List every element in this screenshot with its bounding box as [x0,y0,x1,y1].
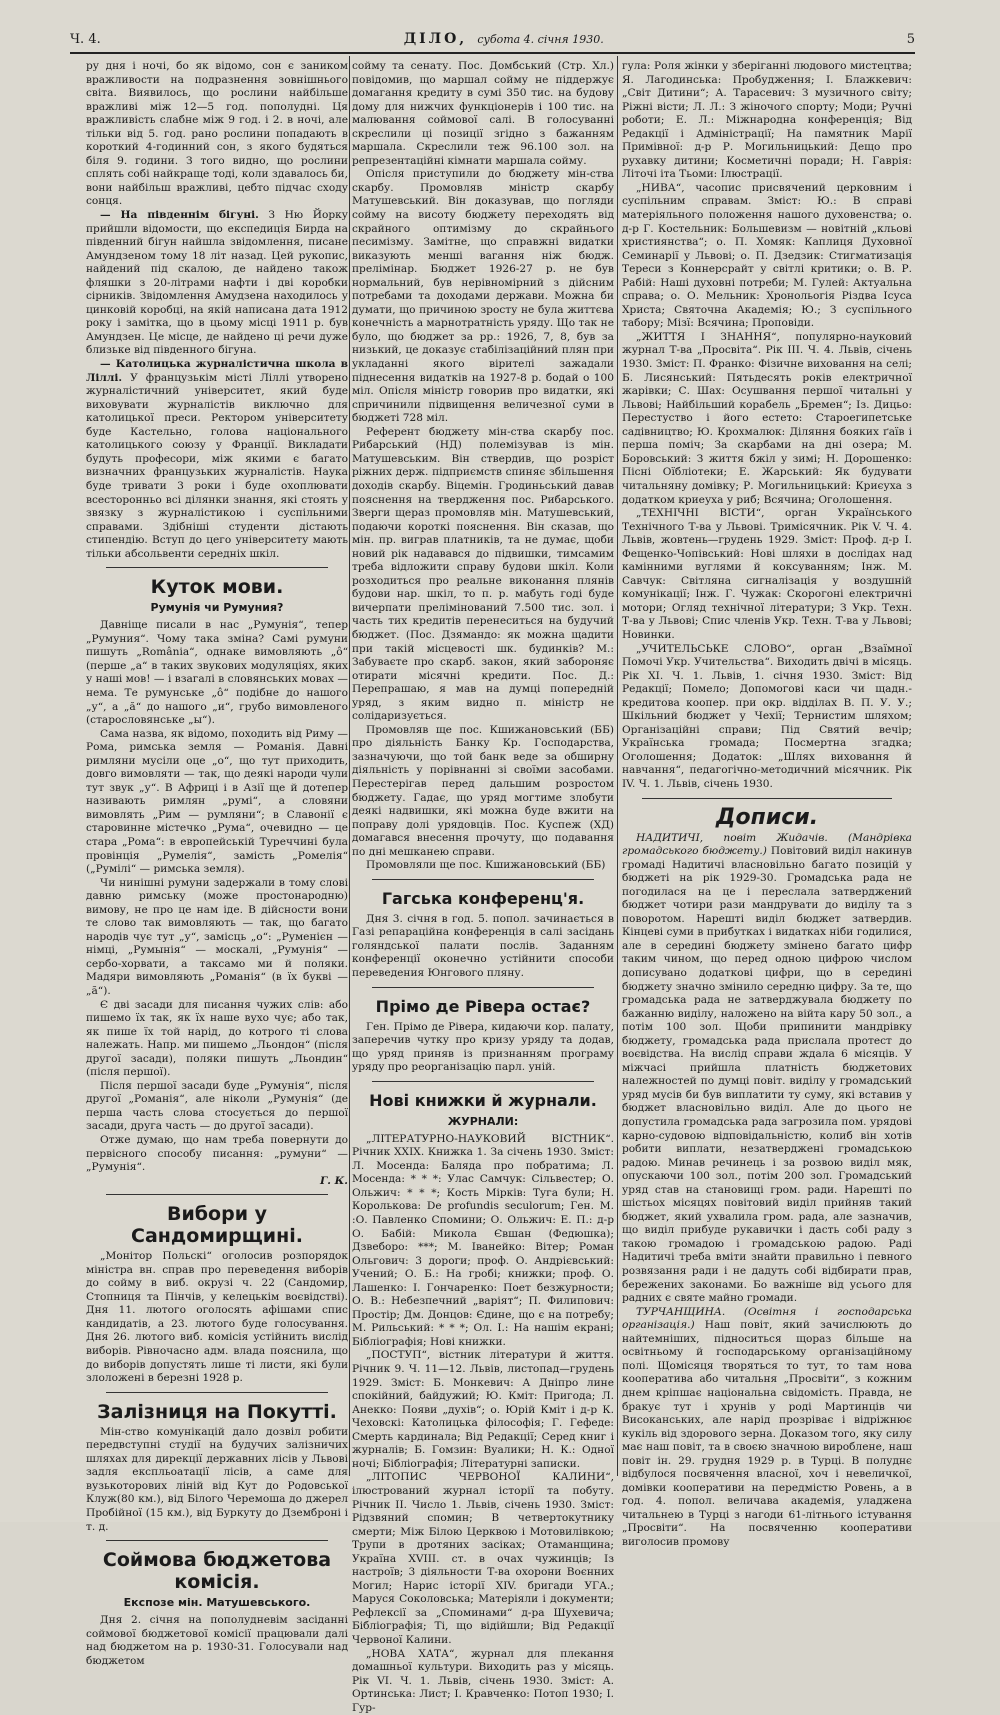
paragraph: Після першої засади буде „Румунія“, після другої „Романія“, але ніколи „Румунія“ (де перша часть слова стосується до першої засади, друга часть — до другої засади). [86,1079,348,1133]
paragraph: „Монітор Польскі“ оголосив розпорядок міністра вн. справ про переведення виборів до сойму в виб. окрузі ч. 22 (Сандомир, Стопниця та Пінчів, у келецькім воєвідстві). Дня 11. лютого оголосять афішами спис кандидатів, а 23. лютого буде голосування. Дня 26. лютого виб. комісія устійнить вислід виборів. Рівночасно адм. влада пояснила, що до виборів допустять лише ті листи, які були злоложені в березні 1928 р. [86,1250,348,1385]
headline-gaaga: Гагська конференц'я. [381,888,585,908]
headline-vybory: Вибори у Сандомирщині. [131,1203,303,1248]
headline-zaliznytsia: Залізниця на Покутті. [97,1400,337,1423]
headline-primo: Прімо де Рівера остає? [375,996,591,1016]
paragraph: Промовляв ще пос. Кшижановський (ББ) про діяльність Банку Кр. Господарства, зазначуючи, що той банк веде за обширну діяльність у порівнанні зі своїми засобами. Перестерігав перед дальшим розростом бюджету. Гадає, що уряд могтиме злобути деякі надвишки, які можна буде вжити на поправу долі урядовців. Пос. Куспеж (ХД) домагався внесення прочуту, що подавання по дні мешканею справи. [352,723,614,858]
article-continued-text: ру дня і ночі, бо як відомо, сон є заником вражливости на подразнення зовнішнього світа. Виявилось, що рослини найбільше вражливі між 12—5 год. пополудні. Ця вражливість слабне між 9 год. і 2. в ночі, але тільки від 5. год. рано рослини попадають в короткий 4-годинний сон, з якого будяться біля 9. години. З того видно, що рослини сплять собі найкраще тоді, коли здавалось би, вони найбільш вражливі, цебто підчас сходу сонця. [86,60,348,208]
headline-knyzhky: Нові книжки й журнали. [369,1090,597,1110]
issue-date: субота 4. січня 1930. [477,33,604,46]
column-1 [86,60,348,1667]
page-header [70,28,915,50]
paragraph: гула: Роля жінки у зберіганні людового мистецтва; Я. Лагодинська: Пробудження; І. Блажкевич: „Світ Дитини“; А. Тарасевич: З музичного світу; Ріжні вісти; Л. Л.: З жіночого спорту; Моди; Ручні роботи; Е. Л.: Міжнародна конференція; Від Редакції і Адміністрації; На памятник Марії Примівної: д-р Р. Могильницький: Дещо про рухавку дитини; Косметичні поради; Н. Гаврія: Літочі іта Тьоми: Ілюстрації. [622,60,912,181]
news-item-lille-school: — Католицька журналістична школа в Ліллі. У французькім місті Ліллі утворено журналістичний університет, який буде виховувати журналістів виключно для католицької преси. Ректором університету буде Кастельно, голова національного католицького союзу у Франції. Викладати будуть професори, між якими є багато визначних французьких журналістів. Наука буде тривати 3 роки і буде охоплювати всесторонньо всі ділянки знання, які стоять у звязку з журналістикою і суспільними справами. Здібніші студенти дістають стипендію. Вступ до цего університету мають тільки абсольвенти середніх шкіл. [86,358,348,560]
divider [106,567,328,568]
headline-kutok-movy: Куток мови. [150,576,284,599]
report-turchanshchyna: ТУРЧАНЩИНА. (Освітня і господарська організація.) Наш повіт, який зачислюють до найтемніших, підноситься щораз більше на освітньому й господарському організаційному полі. Щомісяця творяться то тут, то там нова кооператива або читальня „Просвіти“, з кожним днем кріпшає національна свідомість. Правда, не бракує тут і хрунів у роді Мартинців чи Високанських, але нарід прозріває і відріжнює кукіль від здорового зерна. Доказом того, яку силу має наш повіт, та в своєю значною вироблене, наш повіт ін. 29. грудня 1929 р. в Турці. В полуднє відбулося посвячення власної, хоч і невеличкої, домівки кооперативи на передмістю Ровень, а в год. 4. попол. величава академія, уладжена читальнею в Турці з нагоди 61-літнього істування „Просвіти“. На посвяченню кооперативи виголосив промову [622,1305,912,1548]
subheadline: ЖУРНАЛИ: [447,1114,519,1128]
column-divider [349,56,350,1476]
newspaper-title: ДІЛО, [403,31,468,47]
paragraph: Чи нинішні румуни задержали в тому слові давню римську (може простонародню) вимову, не про це нам іде. В дійсности вони те слово так вимовляють — так, що багато народів чує тут „у“, замісць „о“: „Руменієн — німці, „Румынія“ — москалі, „Румунія“ — сербо-хорвати, а таксамо ми й поляки. Мадяри вимовляють „Романія“ (в їх букві — „ã“). [86,876,348,997]
issue-number: Ч. 4. [70,31,101,47]
news-item-south-pole: — На південнім бігуні. З Ню Йорку прийшли відомости, що експедиція Бирда на південний бігун найшла звідомлення, писане Амундзеном тому 18 літ назад. Цей рукопис, найдений під скалою, де найдено також фляшки з 20-літрами нафти і дві коробки сірників. Звідомлення Амудзена находилось у цинковій коробці, на якій написана дата 1912 року і замітка, що в цьому місці 1911 р. був Амундзен. Це місце, де найдено ці речи дуже близьке від південного бігуна. [86,209,348,357]
report-naditychi: НАДИТИЧІ, повіт Жидачів. (Мандрівка громадського бюджету.) Повітовий виділ накинув громаді Надитичі власновільно багато позицій у бюджеті на рік 1929-30. Громадська рада не погодилася на це і переслала затверджений бюджет чотири рази мандрувати до виділу та з поворотом. Нарешті виділ бюджет затвердив. Кінцеві суми в прибутках і видатках ніби годилися, але в середині бюджету змінено багато цифр таким чином, що перед одною цифрою числом дописувано додаткові цифри, що в середині бюджету значно змінило середню цифру. За те, що громадська рада не затверджувала бюджету по бажанню виділу, наложено на війта кару 50 зол., а потім 100 зол. Щоби припинити мандрівку бюджету, громадська рада прислала протест до воєвідства. На вислід справи ждала 6 місяців. У міжчасі прийшла платність бюджетових належностей по думці повіт. виділу у громадський уряд мусів би був виплатити ту суму, які вставив у бюджет власновільно виділ. Але до цього не допустила громадська рада загрозила пом. урядові карно-судовою відповідальністю, колиб він хотів робити виплати, незатверджені громадською радою. Минав речинець і за розвою виділ мяк, опускаючи 100 зол., потім 200 зол. Громадський уряд став на становищі гром. ради. Нарешті по шістьох місяцях повітовий виділ прийняв такий бюджет, який ухвалила гром. рада, але зазначив, що виділ прибуде рукавички і дасть собі раду з такою громадою і громадською радою. Раді Надитичі треба вміти знайти правильно і певного розвязання ради і не дадуть собі відбирати прав, бережених законами. Бо важніше від усього для радних є святе майно громади. [622,831,912,1305]
paragraph: Сама назва, як відомо, походить від Риму — Рома, римська земля — Романія. Давні римляни мусіли оце „о“, що тут приходить, довго вимовляти — так, що деякі народи чули тут звук „у“. В Африці і в Азії ще й дотепер називають римлян „румі“, а словяни вимовлять „Рим — румляни“; в Славонії є старовинне містечко „Рума“, очевидно — це стара „Рома“: в европейській Туреччині була провінція „Румелія“, замість „Ромелія“ („Румілі“ — римська земля). [86,727,348,876]
paragraph: Дня 3. січня в год. 5. попол. зачинається в Газі репараційна конференція в салі засідань голяндської палати послів. Заданням конференції оконечно устійнити способи переведения Юнгового пляну. [352,912,614,979]
paragraph: Промовляли ще пос. Кшижановський (ББ) [366,859,606,872]
subheadline: Румунія чи Румуния? [150,601,284,615]
column-2 [352,60,614,1714]
divider [106,1392,328,1393]
subheadline: Експозе мін. Матушевського. [123,1596,311,1610]
paragraph: сойму та сенату. Пос. Домбський (Стр. Хл.) повідомив, що маршал сойму не піддержує домагання кредиту в сумі 350 тис. на будову дому для нижчих функціонерів і 100 тис. на малювання соймової салі. В голосуванні скреслили ці позиції згідно з бажанням маршала. Скреслили теж 96.100 зол. на репрезентаційні кімнати маршала сойму. [352,60,614,167]
paragraph: Є дві засади для писання чужих слів: або пишемо їх так, як їх наше вухо чує; або так, як пише їх той нарід, до котрого ті слова належать. Напр. ми пишемо „Льондон“ (після другої засади), поляки пишуть „Льондин“ (після першої). [86,998,348,1079]
divider [106,1194,328,1195]
divider [372,879,594,880]
divider [372,1081,594,1082]
paragraph: „УЧИТЕЛЬСЬКЕ СЛОВО“, орган „Взаїмної Помочі Укр. Учительства“. Виходить двічі в місяць. Рік XI. Ч. 1. Львів, 1. січня 1930. Зміст: Від Редакції; Помело; Допомогові каси чи щадн.-кредитова коопер. при окр. відділах В. П. У. У.; Шкільний бюджет у Чехії; Тернистим шляхом; Організаційні справи; Під Святий вечір; Українська громада; Посмертна згадка; Оголошення; Додаток: „Шлях виховання й навчання“, педагогічно-методичний місячник. Рік IV. Ч. 1. Львів, січень 1930. [622,642,912,790]
paragraph: „ЛІТОПИС ЧЕРВОНОЇ КАЛИНИ“, ілюстрований журнал історії та побуту. Річник II. Число 1. Львів, січень 1930. Зміст: Рідзвяний спомин; В четвертокутнику смерти; Між Білою Церквою і Мотовилівкою; Трупи в дротяних засіках; Отаманщина; Україна XVIII. ст. в очах чужинців; Із настроїв; 3 діяльности Т-ва охорони Воєнних Могил; Нарис історії XIV. бригади УГА.; Маруся Соколовська; Матеріяли і документи; Рефлексії за „Споминами“ д-ра Шухевича; Бібліографія; Ті, що відійшли; Від Редакції Червоної Калини. [352,1471,614,1646]
paragraph: Опісля приступили до бюджету мін-ства скарбу. Промовляв міністр скарбу Матушевський. Він доказував, що погляди сойму на висоту бюджету переходять від скрайного оптимізму до скрайнього песимізму. Замітне, що справжні видатки виказують менші вагання ніж бюдж. прелімінар. Бюджет 1926-27 р. не був нормальний, був нерівномірний з дійсним потребами та доходами держави. Можна би думати, що причиною зросту не була життєва конечність а марнотратність уряду. Що так не було, що бюджет за рр.: 1926, 7, 8, був за низький, це доказує стабілізаційний плян при укладанні якого вірителі зажадали піднесення видатків на 1927-8 р. бодай о 100 міл. Опісля міністр говорив про видатки, які спричинили підвищення величезної суми в бюджеті 728 міл. [352,168,614,425]
column-3 [622,60,912,1548]
paragraph: „ТЕХНІЧНІ ВІСТИ“, орган Українського Технічного Т-ва у Львові. Тримісячник. Рік V. Ч. 4. Львів, жовтень—грудень 1929. Зміст: Проф. д-р І. Фещенко-Чопівський: Нові шляхи в дослідах над камінними вуглями й коксуванням; Інж. М. Савчук: Світляна сигналізація у воздушній комунікації; Інж. Г. Чужак: Скорогоні електричні мотори; Огляд технічної літератури; З Укр. Техн. Т-ва у Львові; Спис членів Укр. Техн. Т-ва у Львові; Новинки. [622,507,912,641]
paragraph: „ЛІТЕРАТУРНО-НАУКОВИЙ ВІСТНИК“. Річник XXIX. Книжка 1. За січень 1930. Зміст: Л. Мосенда: Баляда про побратима; Л. Мосенда: * * *: Улас Самчук: Сільвестер; О. Ольжич: * * *; Кость Мірків: Туга були; Н. Королькова: De profundis seculorum; Ген. М. :О. Павленко Спомини; О. Ольжич: Е. П.: д-р О. Бабій: Микола Євшан (Федюшка); Дзвеборо: ***; М. Іванейко: Вітер; Роман Ольгович: 3 дороги; проф. О. Андрієвський: Учений; О. Б.: На гробі; книжки; проф. О. Лашенко: І. Гончаренко: Поет безжурности; О. В.: Небезпечний „варіят“; П. Филипович: Простір; Дм. Донцов: Єдине, що є на потребу; М. Рильський: * * *; Ол. І.: На нашім екрані; Бібліографія; Нові книжки. [352,1132,614,1348]
paragraph: Дня 2. січня на пополудневім засіданні соймової бюджетової комісії працювали далі над бюджетом на р. 1930-31. Голосували над бюджетом [86,1614,348,1667]
paragraph: Референт бюджету мін-ства скарбу пос. Рибарський (НД) полемізував із мін. Матушевським. Він ствердив, що розріст ріжних держ. підприємств спиняє збільшення доходів скарбу. Віцемін. Гродиньський давав пояснення на твердження пос. Рибарського. Зверги щераз промовляв мін. Матушевський, подаючи короткі пояснення. Він сказав, що мін. пр. виграв платників, та не думає, щоби новий рік надавався до підвишки, тимсамим треба відложити справу будови шкіл. Коли розходиться про реальне виконання плянів будови нар. шкіл, то п. р. мабуть годі буде вичерпати прелімінований 7.500 тис. зол. і часть тих кредитів перенеситься на будучий бюджет. (Пос. Дзямандо: як можна щадити при такій місцевості шк. будинків? М.: Забуваєте про скарб. закон, який забороняє отирати місячні кредити. Пос. Д.: Перепрашаю, я мав на думці попередній уряд, з яким видно п. міністр не солідаризується. [352,425,614,723]
paragraph: „НОВА ХАТА“, журнал для плекання домашньої культури. Виходить раз у місяць. Рік VI. Ч. 1. Львів, січень 1930. Зміст: А. Ортинська: Лист; І. Кравченко: Потоп 1930; І. Гур- [352,1647,614,1714]
paragraph: Мін-ство комунікацій дало дозвіл робити передвступні студії на будучих залізничих шляхах для дирекції державних лісів у Львові задля експльоатації лісів, а саме для вузькоторових ліній від Кут до Родовської Клуж(80 км.), від Білого Черемоша до джерел Пробійної (15 км.), від Буркуту до Дземброні і т. д. [86,1425,348,1533]
paragraph: Отже думаю, що нам треба повернути до первісного способу писання: „румуни“ — „Румунія“. [86,1134,348,1174]
divider [642,798,892,799]
paragraph: „ЖИТТЯ І ЗНАННЯ“, популярно-науковий журнал Т-ва „Просвіта“. Рік III. Ч. 4. Львів, січень 1930. Зміст: П. Франко: Фізичне виховання на селі; Б. Лисянський: Пятьдесять років електричної жарівки; С. Шах: Осушвання першої читальні у Львові; Найбільший корабель „Бремен“; Із. Дицьо: Перестуство і його естето: Староегипетське садівництво; Ю. Крохмалюк: Діляння бояких ґаїв і перша поміч; За скарбами на дні озера; М. Боровський: З життя бжіл у зимі; Н. Дорошенко: Пісні Оїбліотеки; Е. Жарський: Як будувати читальняну домівку; Р. Могильницький: Криєуха з додатком криеуха у риб; Всячина; Оголошення. [622,330,912,506]
divider [106,1540,328,1541]
header-rule [70,52,915,54]
paragraph: Давніще писали в нас „Румунія“, тепер „Румуния“. Чому така зміна? Самі румуни пишуть „România“, однаке вимовляють „ô“ (перше „a“ в таких звукових модуляціях, яких у наші мов! — і взагалі в словянських мовах — нема. Те румунське „ô“ подібне до нашого „у“, а „ă“ до нашого „и“, грубо вимовленого (старословянське „ы“). [86,619,348,727]
paragraph: „ПОСТУП“, вістник літератури й життя. Річник 9. Ч. 11—12. Львів, листопад—грудень 1929. Зміст: Б. Монкевич: А Дніпро лине спокійний, байдужий; Ю. Кміт: Пригода; Л. Анекко: Появи „духів“; о. Юрій Кміт і д-р К. Чеховскі: Католицька філософія; Г. Гефеде: Смерть кардинала; Від Редакції; Серед книг і журналів; Б. Гомзин: Вуалики; Н. К.: Одної ночі; Бібліографія; Літературні записки. [352,1349,614,1470]
author-signature: Г. К. [319,1174,348,1187]
paragraph: „НИВА“, часопис присвячений церковним і суспільним справам. Зміст: Ю.: В справі матеріяльного положення нашого духовенства; о. д-р Г. Костельник: Большевизм — новітній „кльові християнства“; о. П. Хомяк: Каплиця Духовної Семинарії у Львові; о. П. Дзедзик: Стигматизація Тереси з Коннерсрайт у світлі критики; о. В. Р. Рабій: Наші духовні потреби; М. Гулей: Актуальна справа; о. О. Мельник: Хронольогія Різдва Ісуса Христа; Святочна Академія; Ю.; З суспільного табору; Мізї: Всячина; Проповіди. [622,181,912,330]
column-divider [617,56,618,1476]
page-number: 5 [906,31,915,47]
headline-dopysy: Дописи. [715,804,819,830]
divider [372,987,594,988]
headline-soimova: Соймова бюджетова комісія. [102,1549,332,1594]
paragraph: Ген. Прімо де Рівера, кидаючи кор. палату, заперечив чутку про кризу уряду та додав, що уряд приняв із признанням програму уряду про реорганізацію парл. уній. [352,1020,614,1074]
